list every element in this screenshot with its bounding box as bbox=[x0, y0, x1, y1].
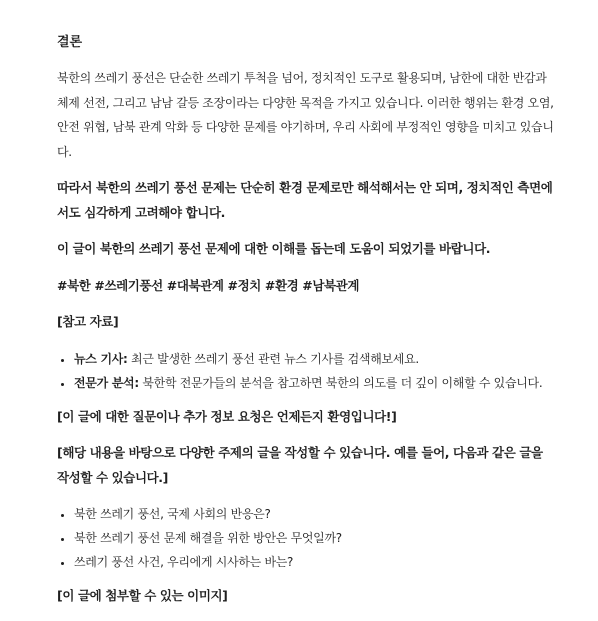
topics-list bbox=[57, 502, 557, 574]
hope-paragraph: 이 글이 북한의 쓰레기 풍선 문제에 대한 이해를 돕는데 도움이 되었기를 바랍니다. bbox=[57, 241, 491, 256]
list-item: • 북한 쓰레기 풍선 문제 해결을 위한 방안은 무엇일까? bbox=[74, 526, 557, 550]
list-item bbox=[74, 347, 557, 371]
list-item: • 쓰레기 풍선 사건, 우리에게 시사하는 바는? bbox=[74, 550, 557, 574]
reference-text: 최근 발생한 쓰레기 풍선 관련 뉴스 기사를 검색해보세요. bbox=[127, 351, 419, 366]
references-list bbox=[57, 347, 557, 395]
list-item: • 북한 쓰레기 풍선, 국제 사회의 반응은? bbox=[74, 502, 557, 526]
conclusion-paragraph: 북한의 쓰레기 풍선은 단순한 쓰레기 투척을 넘어, 정치적인 도구로 활용되며, 남한에 대한 반감과 체제 선전, 그리고 남남 갈등 조장이라는 다양한 목적을 가지고 있습니다. 이러한 행위는 환경 오염, 안전 위협, 남북 관계 악화 등 다양한 문제를 야기하며, 우리 사회에 부정적인 영향을 미치고 있습니다. bbox=[57, 71, 554, 159]
reference-label: 전문가 분석: bbox=[74, 375, 139, 390]
reference-label: 뉴스 기사: bbox=[74, 351, 128, 366]
statement-paragraph: 따라서 북한의 쓰레기 풍선 문제는 단순히 환경 문제로만 해석해서는 안 되며, 정치적인 측면에서도 심각하게 고려해야 합니다. bbox=[57, 180, 553, 220]
references-heading: [참고 자료] bbox=[57, 314, 119, 329]
questions-note: [이 글에 대한 질문이나 추가 정보 요청은 언제든지 환영입니다!] bbox=[57, 408, 397, 424]
topics-heading: [해당 내용을 바탕으로 다양한 주제의 글을 작성할 수 있습니다. 예를 들어, 다음과 같은 글을 작성할 수 있습니다.] bbox=[57, 445, 543, 485]
images-note: [이 글에 첨부할 수 있는 이미지] bbox=[57, 588, 228, 603]
list-item bbox=[74, 371, 557, 395]
hashtags: #북한 #쓰레기풍선 #대북관계 #정치 #환경 #남북관계 bbox=[57, 277, 360, 293]
conclusion-heading: 결론 bbox=[57, 35, 83, 50]
reference-text: 북한학 전문가들의 분석을 참고하면 북한의 의도를 더 깊이 이해할 수 있습니다. bbox=[138, 375, 543, 390]
document-body bbox=[57, 32, 557, 621]
